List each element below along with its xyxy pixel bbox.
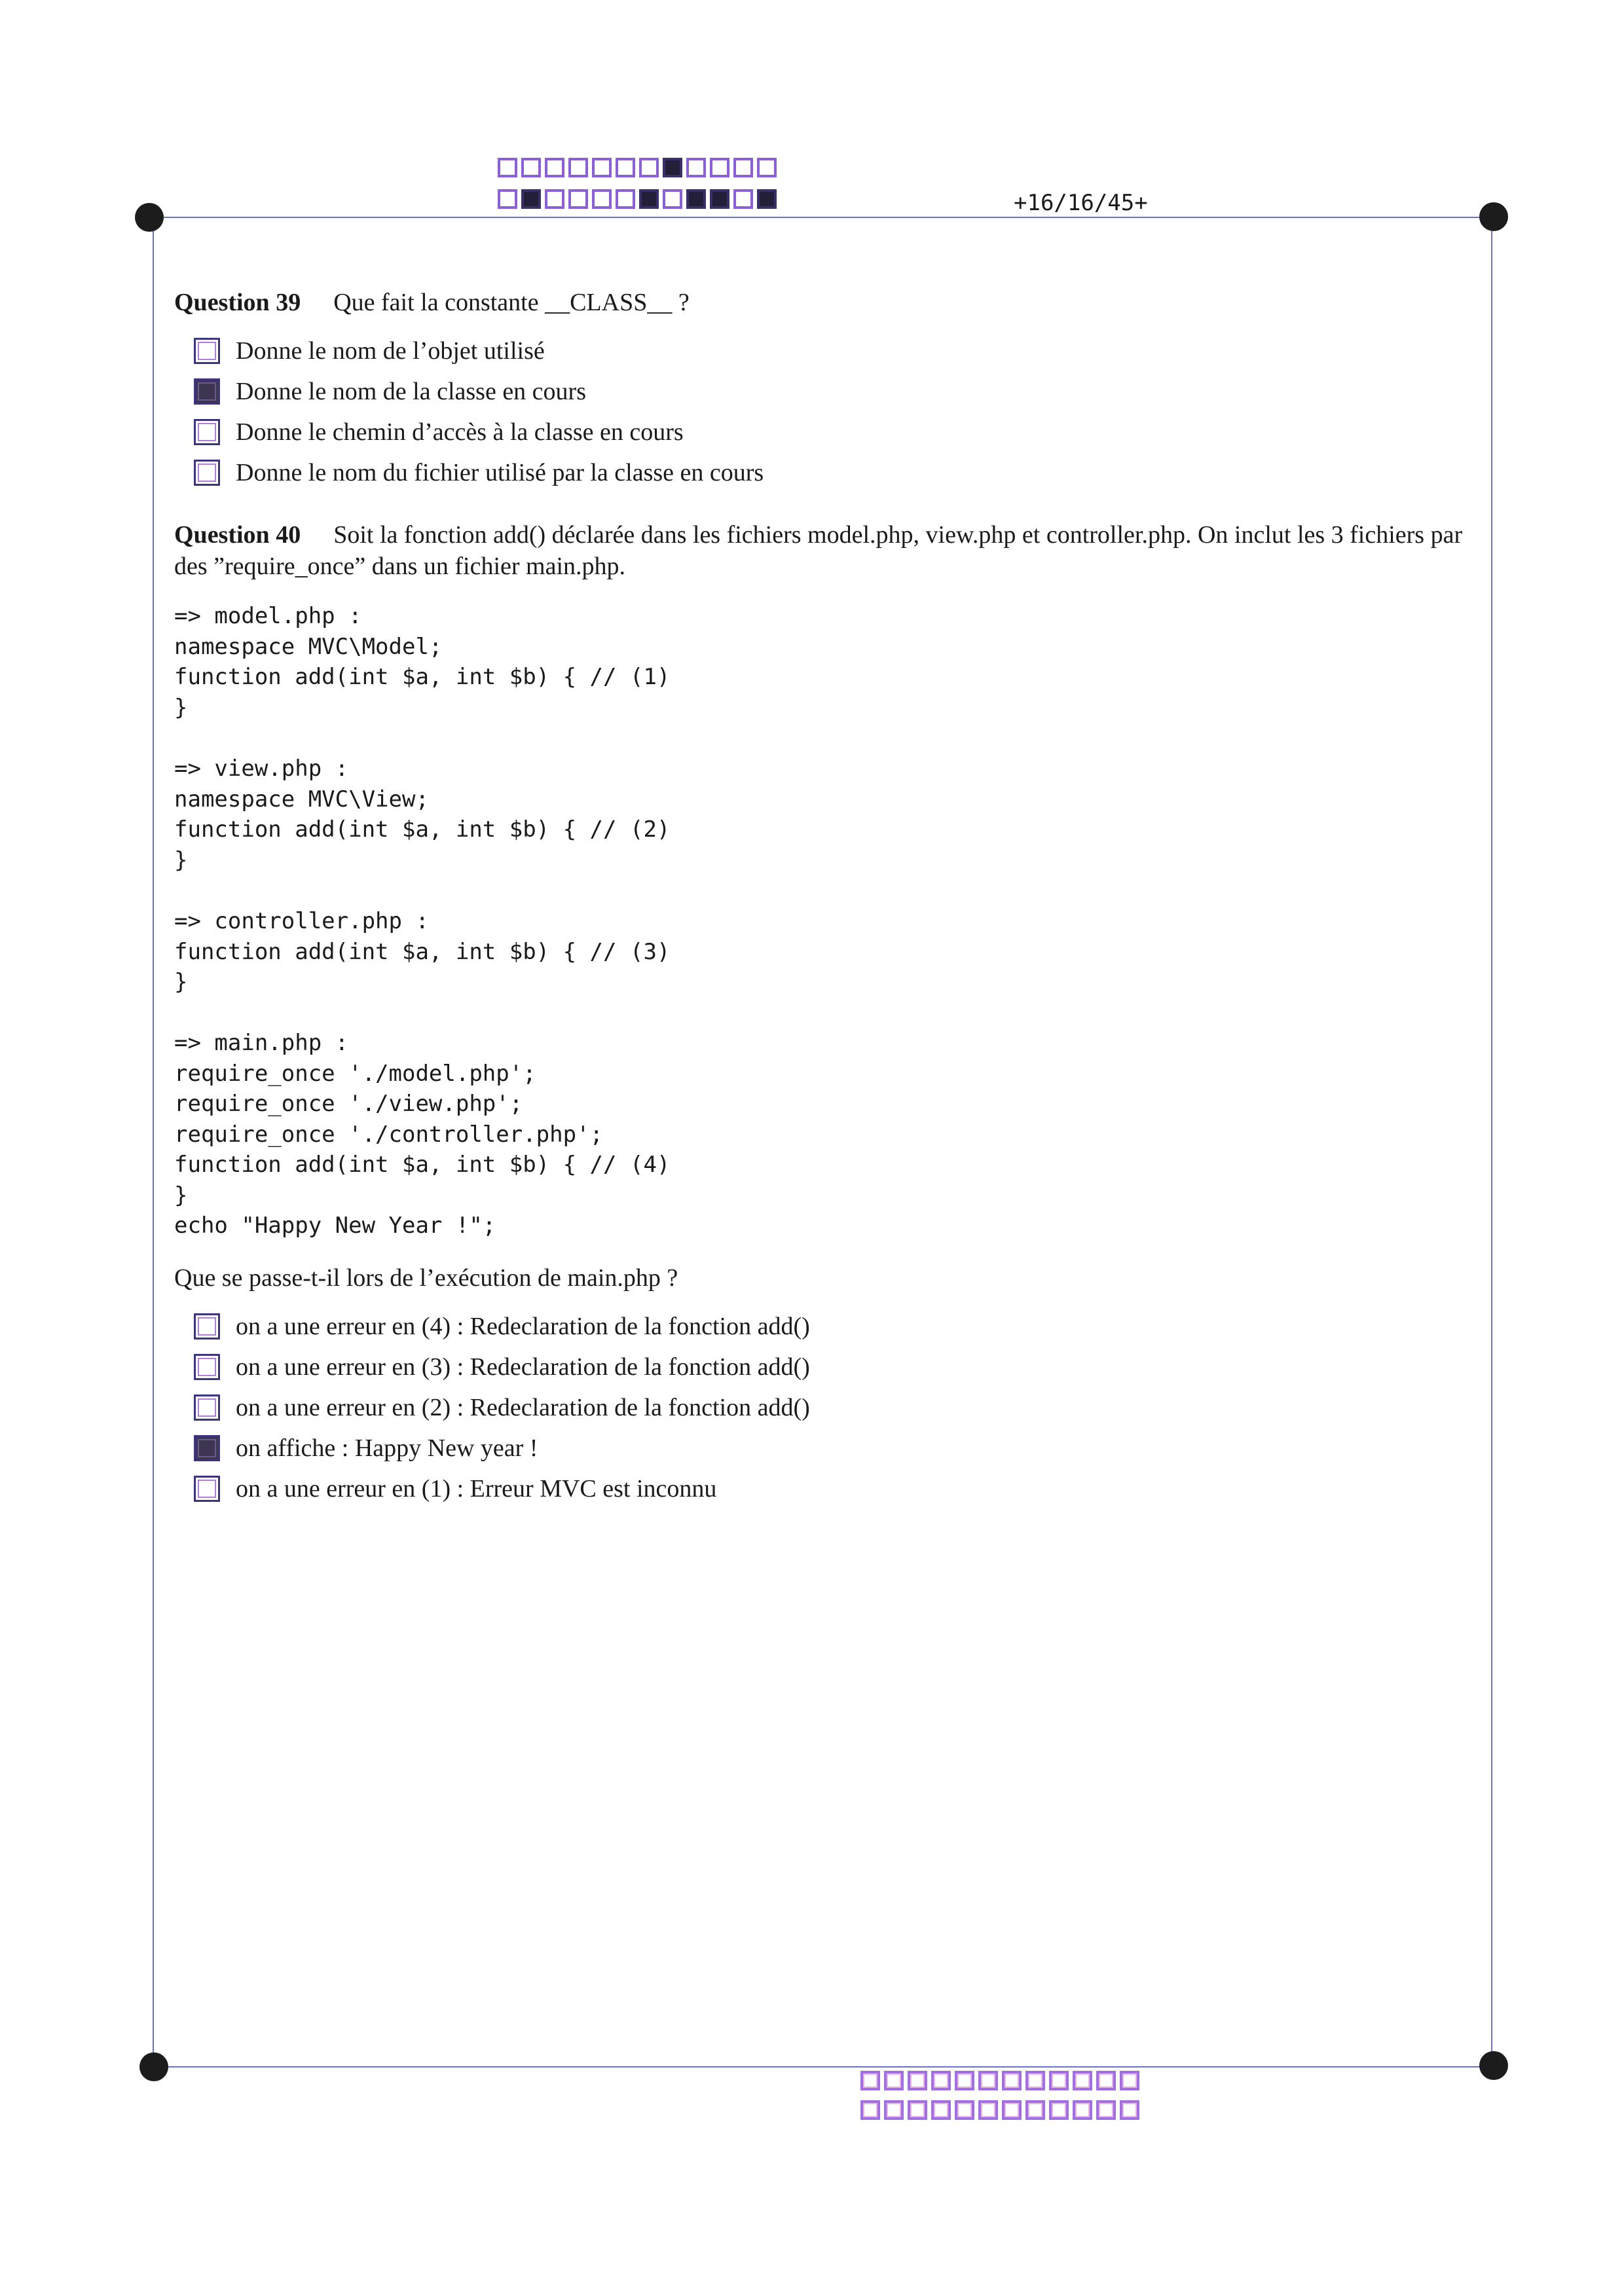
bottom-code-row-2-box-5 [955,2100,974,2120]
question-40-text: Soit la fonction add() déclarée dans les fichiers model.php, view.php et controller.php. On inclut les 3 fichiers par des ”require_once” dans un fichier main.php. [174,521,1463,580]
answer-label: on a une erreur en (2) : Redeclaration de la fonction add() [236,1394,810,1421]
top-code-row-2-box-11 [733,189,753,209]
bottom-code-row-1-box-9 [1049,2071,1069,2090]
code-view-php: => view.php : namespace MVC\View; function add(int $a, int $b) { // (2) } [174,756,671,873]
top-code-row-2-box-4 [568,189,588,209]
code-controller-php: => controller.php : function add(int $a, int $b) { // (3) } [174,908,671,995]
bottom-code-row-1-box-12 [1120,2071,1139,2090]
bottom-code-row-2-box-12 [1120,2100,1139,2120]
bottom-code-row-1 [860,2071,1139,2090]
corner-mark-top-left [135,203,164,232]
top-code-row-2-box-8 [663,189,682,209]
answer-checkbox[interactable] [194,419,220,445]
answer-option[interactable] [194,331,764,371]
bottom-code-row-1-box-6 [978,2071,998,2090]
top-code-row-1-box-10 [710,158,729,177]
corner-mark-bottom-left [139,2052,168,2081]
bottom-code-row-1-box-7 [1002,2071,1022,2090]
answer-label: Donne le nom du fichier utilisé par la classe en cours [236,459,764,486]
top-code-row-1-box-3 [545,158,564,177]
answer-checkbox[interactable] [194,1435,220,1461]
answer-label: on a une erreur en (3) : Redeclaration de la fonction add() [236,1353,810,1381]
code-model-php: => model.php : namespace MVC\Model; function add(int $a, int $b) { // (1) } [174,603,671,721]
bottom-code-row-2-box-10 [1073,2100,1092,2120]
question-39-answers [194,331,764,493]
answer-label: on affiche : Happy New year ! [236,1434,538,1462]
top-code-row-1 [498,158,777,177]
bottom-code-row-2-box-4 [931,2100,951,2120]
top-code-row-2-box-2 [521,189,541,209]
bottom-code-row-1-box-5 [955,2071,974,2090]
page-id: +16/16/45+ [1014,190,1148,216]
question-39-number: Question 39 [174,289,301,316]
answer-label: Donne le chemin d’accès à la classe en cours [236,418,684,446]
bottom-code-row-2-box-1 [860,2100,880,2120]
answer-option[interactable] [194,1347,810,1387]
answer-label: Donne le nom de la classe en cours [236,378,586,405]
question-39-text: Que fait la constante __CLASS__ ? [333,289,690,316]
question-40-answers [194,1306,810,1509]
bottom-code-row-1-box-1 [860,2071,880,2090]
answer-option[interactable] [194,412,764,452]
answer-checkbox[interactable] [194,460,220,486]
answer-option[interactable] [194,1387,810,1428]
top-code-row-2-box-5 [592,189,612,209]
top-code-row-1-box-8 [663,158,682,177]
question-40-prompt: Que se passe-t-il lors de l’exécution de main.php ? [174,1264,678,1292]
bottom-code-row-2-box-9 [1049,2100,1069,2120]
bottom-code-row-1-box-4 [931,2071,951,2090]
question-40-number: Question 40 [174,521,301,549]
top-code-row-2-box-10 [710,189,729,209]
bottom-code-row-2-box-3 [908,2100,927,2120]
code-main-php: => main.php : require_once './model.php'; require_once './view.php'; require_once './controller.php'; function add(int $a, int $b) { // (4) } echo "Happy New Year !"; [174,1030,671,1239]
corner-mark-top-right [1479,202,1508,231]
top-code-row-2-box-3 [545,189,564,209]
top-code-row-1-box-5 [592,158,612,177]
frame-bottom-line [152,2066,1496,2068]
bottom-code-row-2-box-6 [978,2100,998,2120]
bottom-code-row-2-box-7 [1002,2100,1022,2120]
answer-option[interactable] [194,1468,810,1509]
top-code-row-1-box-2 [521,158,541,177]
bottom-code-row-2-box-8 [1025,2100,1045,2120]
corner-mark-bottom-right [1479,2051,1508,2080]
answer-option[interactable] [194,371,764,412]
top-code-row-1-box-4 [568,158,588,177]
bottom-code-row-1-box-2 [884,2071,904,2090]
bottom-code-row-2-box-2 [884,2100,904,2120]
bottom-code-row-2 [860,2100,1139,2120]
top-code-row-1-box-7 [639,158,659,177]
frame-right-line [1491,217,1492,2068]
top-code-row-2-box-6 [616,189,635,209]
answer-checkbox[interactable] [194,1476,220,1502]
top-code-row-1-box-6 [616,158,635,177]
bottom-code-row-1-box-11 [1096,2071,1116,2090]
answer-checkbox[interactable] [194,1394,220,1421]
answer-label: on a une erreur en (1) : Erreur MVC est inconnu [236,1475,717,1503]
answer-checkbox[interactable] [194,338,220,364]
answer-checkbox[interactable] [194,1354,220,1380]
top-code-row-1-box-1 [498,158,517,177]
top-code-row-2-box-7 [639,189,659,209]
top-code-row-2-box-1 [498,189,517,209]
top-code-row-2-box-9 [686,189,706,209]
answer-checkbox[interactable] [194,1313,220,1339]
top-code-row-1-box-9 [686,158,706,177]
frame-top-line [148,217,1494,218]
question-40 [174,519,1477,582]
answer-label: Donne le nom de l’objet utilisé [236,337,545,365]
top-code-row-1-box-12 [757,158,777,177]
bottom-code-row-1-box-10 [1073,2071,1092,2090]
bottom-code-row-1-box-3 [908,2071,927,2090]
bottom-code-row-1-box-8 [1025,2071,1045,2090]
answer-checkbox[interactable] [194,378,220,405]
frame-left-line [153,217,154,2068]
answer-option[interactable] [194,452,764,493]
top-code-row-2-box-12 [757,189,777,209]
answer-label: on a une erreur en (4) : Redeclaration de la fonction add() [236,1313,810,1340]
answer-option[interactable] [194,1306,810,1347]
answer-option[interactable] [194,1428,810,1468]
top-code-row-2 [498,189,777,209]
question-39 [174,287,1477,318]
bottom-code-row-2-box-11 [1096,2100,1116,2120]
top-code-row-1-box-11 [733,158,753,177]
